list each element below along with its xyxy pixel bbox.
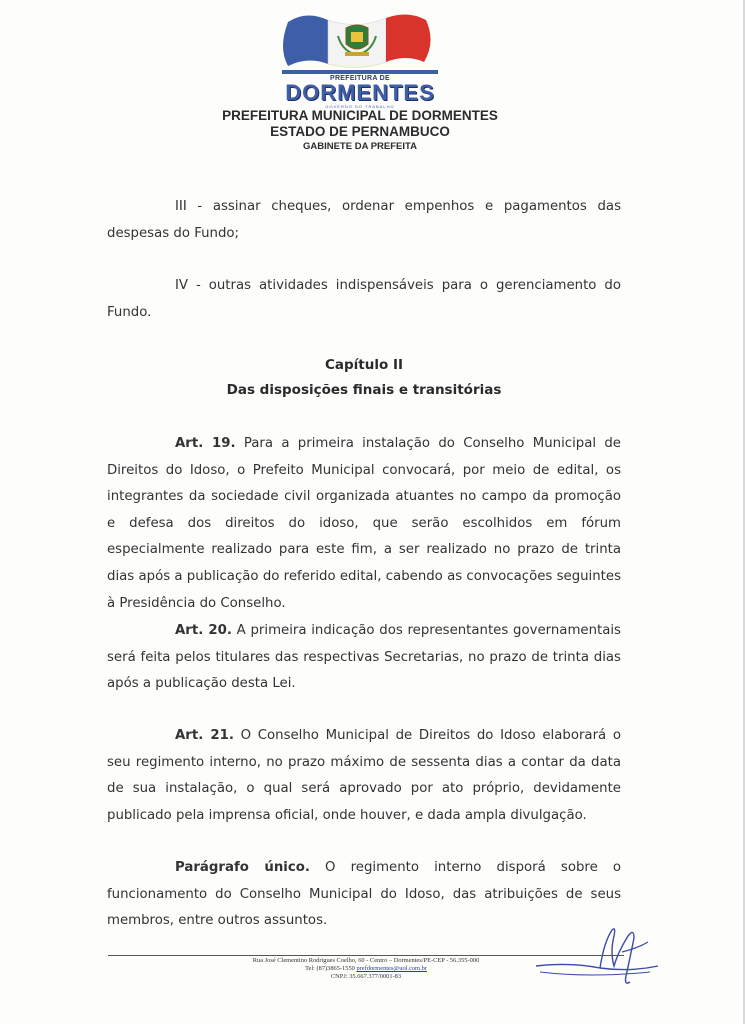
article-19-text: Para a primeira instalação do Conselho Municipal de Direitos do Idoso, o Prefeito Municipal convocará, por meio de edital, os integrantes da sociedade civil organizada atuantes no campo da promoção e defesa dos direitos do idoso, que serão escolhidos em fórum especialmente realizado para este fim, a ser realizado no prazo de trinta dias após a publicação do referido edital, cabendo as convocações seguintes à Presidência do Conselho.	[107, 436, 621, 611]
article-20	[107, 618, 621, 698]
article-21-label: Art. 21.	[175, 728, 234, 743]
header-state: ESTADO DE PERNAMBUCO	[270, 124, 450, 139]
chapter-title: Capítulo II	[324, 357, 404, 373]
item-iv: IV - outras atividades indispensáveis para o gerenciamento do Fundo.	[107, 278, 621, 320]
article-21	[107, 723, 621, 829]
article-21-text: O Conselho Municipal de Direitos do Idoso elaborará o seu regimento interno, no prazo máximo de sessenta dias a contar da data de sua instalação, o qual será aprovado por ato próprio, devidamente publicado pela imprensa oficial, onde houver, e dada ampla divulgação.	[107, 728, 621, 823]
footer-tel: Tel: (87)3865-1550	[305, 965, 355, 972]
logo-subtitle: GOVERNO DO TRABALHO	[325, 104, 395, 109]
article-19	[107, 431, 621, 617]
article-19-label: Art. 19.	[175, 436, 236, 451]
header-municipality: PREFEITURA MUNICIPAL DE DORMENTES	[222, 108, 498, 123]
paragrafo-unico-text: O regimento interno disporá sobre o funcionamento do Conselho Municipal do Idoso, das atribuições de seus membros, entre outros assuntos.	[107, 860, 621, 929]
footer-cnpj: CNPJ: 35.667.377/0001-83	[330, 973, 402, 980]
item-iii: III - assinar cheques, ordenar empenhos e pagamentos das despesas do Fundo;	[107, 199, 621, 241]
paragrafo-unico-label: Parágrafo único.	[175, 860, 310, 875]
article-20-text: A primeira indicação dos representantes governamentais será feita pelos titulares das respectivas Secretarias, no prazo de trinta dias após a publicação desta Lei.	[107, 623, 621, 692]
signature-initials	[530, 922, 670, 992]
chapter-subtitle: Das disposições finais e transitórias	[226, 382, 502, 398]
municipality-logo	[268, 12, 452, 109]
footer-address: Rua José Clementino Rodrigues Coelho, 60 - Centro – Dormentes/PE-CEP - 56.355-000	[252, 957, 480, 964]
logo-name: DORMENTES	[285, 80, 435, 105]
article-20-label: Art. 20.	[175, 623, 232, 638]
header-office: GABINETE DA PREFEITA	[302, 141, 417, 152]
footer-email[interactable]: prefdormentes@uol.com.br	[356, 965, 427, 972]
logo-prefeitura-label: PREFEITURA DE	[329, 75, 391, 82]
flag-emblem-icon	[268, 12, 452, 76]
